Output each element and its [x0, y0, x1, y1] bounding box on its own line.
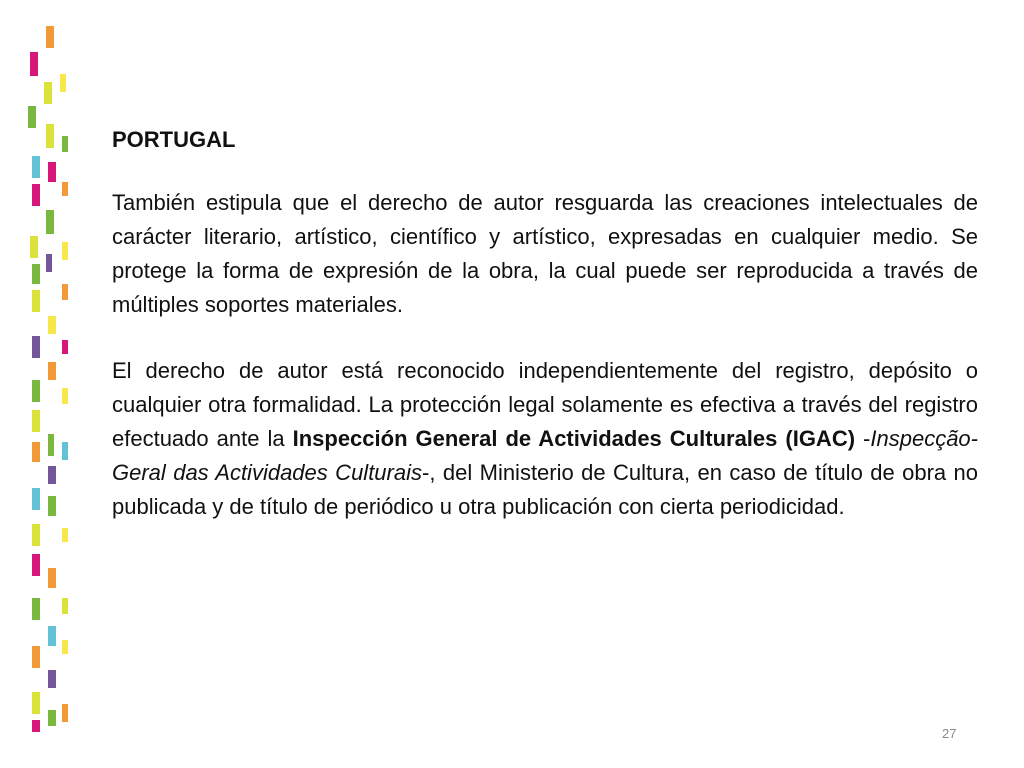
decor-bar-green	[62, 136, 68, 152]
decor-bar-lime	[32, 692, 40, 714]
paragraph-2	[112, 354, 978, 524]
paragraph-2-text-3: -, del Ministerio de Cultura, en caso de título de obra no publicada y de título de periódico u otra publicación con cierta periodicidad.	[112, 460, 979, 519]
decor-bar-magenta	[32, 184, 40, 206]
decorative-color-bars	[24, 22, 76, 742]
decor-bar-magenta	[32, 554, 40, 576]
decor-bar-orange	[46, 26, 54, 48]
decor-bar-cyan	[32, 488, 40, 510]
decor-bar-lime	[32, 290, 40, 312]
decor-bar-orange	[62, 284, 68, 300]
decor-bar-lime	[62, 598, 68, 614]
paragraph-2-italic-name: Inspecção-Geral das Actividades Culturais	[112, 426, 978, 485]
decor-bar-yellow	[62, 640, 68, 654]
decor-bar-yellow	[48, 316, 56, 334]
decor-bar-lime	[32, 524, 40, 546]
decor-bar-purple	[48, 466, 56, 484]
decor-bar-magenta	[32, 720, 40, 732]
paragraph-2-bold-igac: Inspección General de Actividades Culturales (IGAC)	[292, 426, 856, 451]
decor-bar-purple	[48, 670, 56, 688]
decor-bar-yellow	[62, 388, 68, 404]
decor-bar-lime	[46, 124, 54, 148]
decor-bar-orange	[32, 646, 40, 668]
decor-bar-green	[32, 598, 40, 620]
decor-bar-purple	[32, 336, 40, 358]
decor-bar-orange	[32, 442, 40, 462]
decor-bar-magenta	[62, 340, 68, 354]
decor-bar-green	[48, 710, 56, 726]
decor-bar-cyan	[48, 626, 56, 646]
decor-bar-orange	[48, 568, 56, 588]
decor-bar-orange	[62, 704, 68, 722]
decor-bar-yellow	[62, 528, 68, 542]
decor-bar-magenta	[30, 52, 38, 76]
decor-bar-orange	[62, 182, 68, 196]
paragraph-1: También estipula que el derecho de autor resguarda las creaciones intelectuales de carácter literario, artístico, científico y artístico, expresadas en cualquier medio. Se protege la forma de expresión de la obra, la cual puede ser reproducida a través de múltiples soportes materiales.	[112, 190, 978, 317]
decor-bar-yellow	[62, 242, 68, 260]
decor-bar-green	[28, 106, 36, 128]
decor-bar-purple	[46, 254, 52, 272]
slide-content	[112, 124, 978, 556]
decor-bar-green	[46, 210, 54, 234]
decor-bar-lime	[44, 82, 52, 104]
decor-bar-green	[32, 264, 40, 284]
decor-bar-lime	[30, 236, 38, 258]
decor-bar-lime	[32, 410, 40, 432]
decor-bar-yellow	[60, 74, 66, 92]
paragraph-2-text-1: El derecho de autor está reconocido independientemente del registro, depósito o cualquier otra formalidad. La protección legal solamente es efectiva a través del registro efectuado ante la	[112, 358, 978, 451]
decor-bar-orange	[48, 362, 56, 380]
decor-bar-green	[32, 380, 40, 402]
decor-bar-green	[48, 434, 54, 456]
decor-bar-cyan	[32, 156, 40, 178]
slide-title: PORTUGAL	[112, 127, 236, 152]
decor-bar-green	[48, 496, 56, 516]
decor-bar-magenta	[48, 162, 56, 182]
page-number: 27	[942, 726, 957, 741]
decor-bar-cyan	[62, 442, 68, 460]
paragraph-2-text-2: -	[855, 426, 871, 451]
